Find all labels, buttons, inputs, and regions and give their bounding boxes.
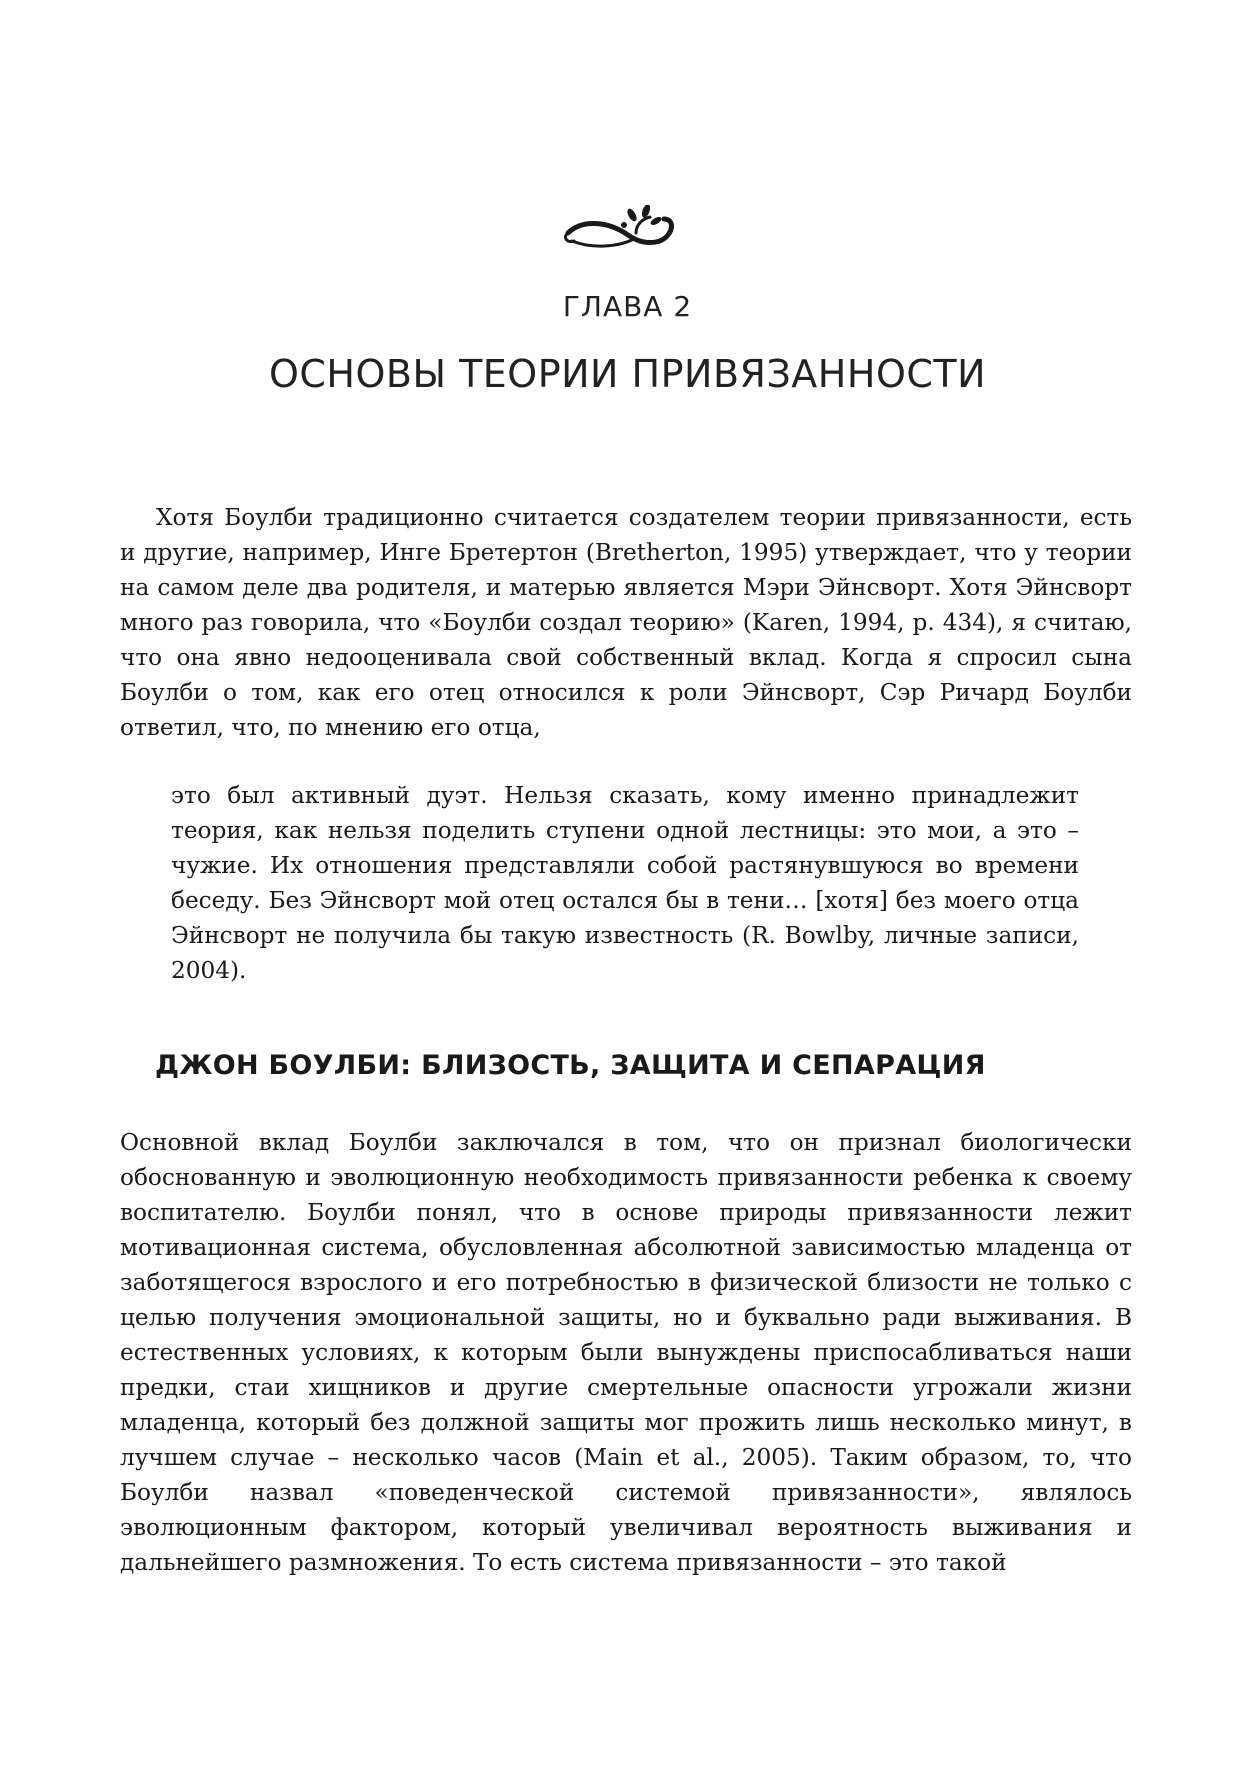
floral-flourish-icon [562,205,682,265]
block-quote: это был активный дуэт. Нельзя сказать, кому именно принадлежит теория, как нельзя поделить ступени одной лестницы: это мои, а это – чужие. Их отношения представляли собой растянувшуюся во времени беседу. Без Эйнсворт мой отец остался бы в тени… [хотя] без моего отца Эйнсворт не получила бы такую известность (R. Bowlby, личные записи, 2004). [171,782,1079,984]
body-paragraph-bowlby: Основной вклад Боулби заключался в том, что он признал биологически обоснованную и эволюционную необходимость привязанности ребенка к своему воспитателю. Боулби понял, что в основе природы привязанности лежит мотивационная система, обусловленная абсолютной зависимостью младенца от заботящегося взрослого и его потребностью в физической близости не только с целью получения эмоциональной защиты, но и буквально ради выживания. В естественных условиях, к которым были вынуждены приспосабливаться наши предки, стаи хищников и другие смертельные опасности угрожали жизни младенца, который без должной защиты мог прожить лишь несколько минут, в лучшем случае – несколько часов (Main et al., 2005). Таким образом, то, что Боулби назвал «поведенческой системой привязанности», являлось эволюционным фактором, который увеличивал вероятность выживания и дальнейшего размножения. То есть система привязанности – это такой [120,1129,1132,1576]
chapter-label: ГЛАВА 2 [562,290,693,323]
section-heading: ДЖОН БОУЛБИ: БЛИЗОСТЬ, ЗАЩИТА И СЕПАРАЦИЯ [155,1050,986,1081]
chapter-title: ОСНОВЫ ТЕОРИИ ПРИВЯЗАННОСТИ [268,352,987,396]
body-paragraph-intro: Хотя Боулби традиционно считается создателем теории привязанности, есть и другие, например, Инге Бретертон (Bretherton, 1995) утверждает, что у теории на самом деле два родителя, и матерью является Мэри Эйнсворт. Хотя Эйнсворт много раз говорила, что «Боулби создал теорию» (Karen, 1994, p. 434), я считаю, что она явно недооценивала свой собственный вклад. Когда я спросил сына Боулби о том, как его отец относился к роли Эйнсворт, Сэр Ричард Боулби ответил, что, по мнению его отца, [120,504,1132,741]
